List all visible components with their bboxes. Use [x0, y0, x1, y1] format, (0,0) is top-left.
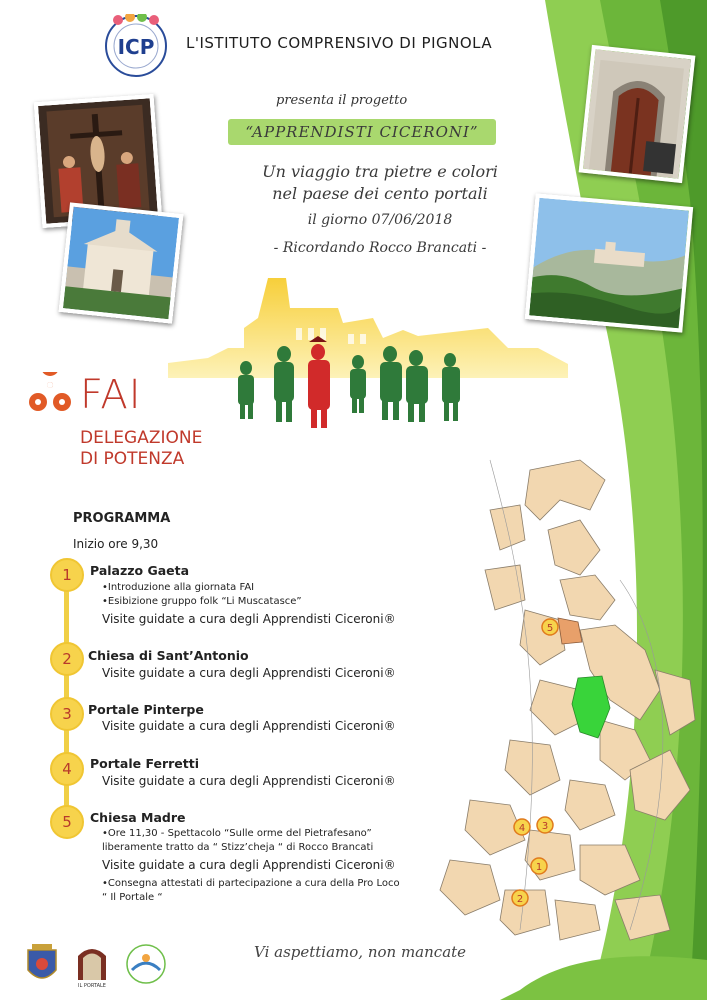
photo-church	[59, 202, 184, 323]
map-marker-3	[537, 817, 553, 833]
stop-3-visit: Visite guidate a cura degli Apprendisti Ciceroni®	[102, 719, 396, 733]
footer-message: Vi aspettiamo, non mancate	[254, 943, 467, 961]
svg-text:ICP: ICP	[117, 35, 155, 59]
svg-text:5: 5	[546, 623, 554, 634]
school-title: L'ISTITUTO COMPRENSIVO DI PIGNOLA	[186, 34, 493, 52]
stop-5-visit: Visite guidate a cura degli Apprendisti Ciceroni®	[102, 858, 396, 872]
town-map	[430, 450, 707, 945]
stop-number-3: 3	[50, 697, 84, 731]
stop-title-4: Portale Ferretti	[90, 756, 199, 771]
stop-title-5: Chiesa Madre	[90, 810, 186, 825]
stop-5-extra-2: “ Il Portale “	[102, 892, 163, 903]
svg-text:1: 1	[535, 862, 543, 873]
stop-title-2: Chiesa di Sant’Antonio	[88, 648, 249, 663]
svg-text:4: 4	[518, 823, 526, 834]
map-marker-5	[542, 619, 558, 635]
photo-stone-portal	[579, 45, 696, 183]
fai-name: FAI	[80, 372, 142, 418]
project-title: “APPRENDISTI CICERONI”	[245, 123, 479, 141]
fai-delegation-line-1: DELEGAZIONE	[80, 428, 203, 448]
fai-logo-icon	[26, 372, 74, 420]
fai-delegation	[80, 428, 202, 470]
presenta-label: presenta il progetto	[276, 93, 408, 108]
stop-5-extra-1: •Consegna attestati di partecipazione a cura della Pro Loco	[102, 878, 400, 889]
il-portale-logo	[72, 942, 112, 988]
fai-delegation-line-2: DI POTENZA	[80, 449, 185, 469]
map-marker-4	[514, 819, 530, 835]
municipality-crest-icon	[22, 942, 62, 988]
svg-text:3: 3	[541, 821, 549, 832]
stop-title-1: Palazzo Gaeta	[90, 563, 190, 578]
subtitle-line-1: Un viaggio tra pietre e colori	[262, 162, 498, 181]
icp-logo	[104, 14, 168, 78]
svg-text:2: 2	[516, 894, 524, 905]
village-silhouette-illustration	[168, 268, 568, 438]
event-date: il giorno 07/06/2018	[307, 212, 453, 228]
stop-5-bullet-1: •Ore 11,30 - Spettacolo “Sulle orme del Pietrafesano”	[102, 828, 372, 839]
stop-1-visit: Visite guidate a cura degli Apprendisti Ciceroni®	[102, 612, 396, 626]
stop-5-bullet-2: liberamente tratto da “ Stizz’cheja “ di Rocco Brancati	[102, 842, 374, 853]
stop-number-4: 4	[50, 752, 84, 786]
stop-1-bullet-1: •Introduzione alla giornata FAI	[102, 582, 255, 593]
stop-number-5: 5	[50, 805, 84, 839]
stop-title-3: Portale Pinterpe	[88, 702, 204, 717]
stop-4-visit: Visite guidate a cura degli Apprendisti Ciceroni®	[102, 774, 396, 788]
stop-2-visit: Visite guidate a cura degli Apprendisti Ciceroni®	[102, 666, 396, 680]
map-marker-1	[531, 858, 547, 874]
map-marker-2	[512, 890, 528, 906]
stop-1-bullet-2: •Esibizione gruppo folk “Li Muscatasce”	[102, 596, 302, 607]
stop-number-1: 1	[50, 558, 84, 592]
pro-loco-logo	[124, 942, 168, 988]
svg-text:IL PORTALE: IL PORTALE	[78, 983, 106, 988]
program-start-time: Inizio ore 9,30	[73, 537, 159, 551]
program-title: PROGRAMMA	[73, 511, 171, 526]
subtitle-line-2: nel paese dei cento portali	[272, 184, 488, 203]
dedication: - Ricordando Rocco Brancati -	[273, 240, 487, 256]
stop-number-2: 2	[50, 642, 84, 676]
